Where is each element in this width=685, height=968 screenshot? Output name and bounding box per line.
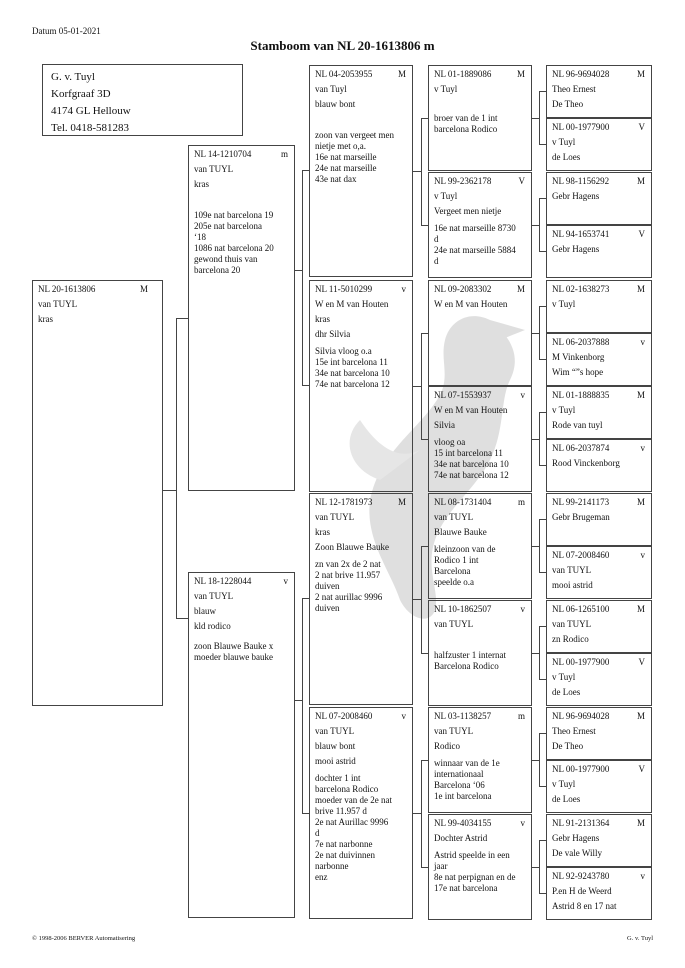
breeder-line: v Tuyl xyxy=(552,779,576,789)
connector-line xyxy=(295,700,302,701)
connector-line xyxy=(421,760,428,761)
father-ring: NL 14-1210704 xyxy=(194,149,252,159)
connector-line xyxy=(421,546,428,547)
connector-line xyxy=(302,170,309,171)
connector-line xyxy=(176,318,177,618)
sex-marker: v xyxy=(640,337,645,347)
breeder-line: W en M van Houten xyxy=(315,299,389,309)
connector-line xyxy=(539,412,540,465)
performance-info: broer van de 1 int barcelona Rodico xyxy=(434,113,498,134)
connector-line xyxy=(532,439,539,440)
name-line: kras xyxy=(315,527,330,537)
name-line: De vale Willy xyxy=(552,848,602,858)
connector-line xyxy=(176,618,188,619)
breeder-line: W en M van Houten xyxy=(434,299,508,309)
sex-marker: v xyxy=(640,871,645,881)
owner-phone: Tel. 0418-581283 xyxy=(51,122,130,134)
sex-marker: M xyxy=(636,818,645,828)
sex-marker: m xyxy=(517,711,525,721)
gen2-card xyxy=(309,280,413,492)
gen4-card xyxy=(546,760,652,813)
name-line: de Loes xyxy=(552,152,581,162)
mother-sex: v xyxy=(283,576,288,586)
owner-name: G. v. Tuyl xyxy=(51,71,95,83)
ring-number: NL 00-1977900 xyxy=(552,657,610,667)
gen3-card xyxy=(428,814,532,920)
sex-marker: M xyxy=(397,69,406,79)
footer-owner: G. v. Tuyl xyxy=(627,935,653,942)
sex-marker: V xyxy=(638,764,645,774)
breeder-line: van TUYL xyxy=(552,565,592,575)
sex-marker: V xyxy=(638,229,645,239)
name-line: Dochter Astrid xyxy=(434,833,488,843)
connector-line xyxy=(421,333,428,334)
sex-marker: M xyxy=(636,69,645,79)
connector-line xyxy=(421,439,428,440)
connector-line xyxy=(532,760,539,761)
breeder-line: van TUYL xyxy=(552,619,592,629)
gen4-card xyxy=(546,653,652,706)
ring-number: NL 99-2362178 xyxy=(434,176,492,186)
connector-line xyxy=(539,144,546,145)
connector-line xyxy=(176,318,188,319)
sex-marker: M xyxy=(516,284,525,294)
gen4-card xyxy=(546,280,652,333)
father-info: 109e nat barcelona 19 205e nat barcelona ‘18 1086 nat barcelona 20 gewond thuis van barcelona 20 xyxy=(194,210,274,275)
breeder-line: v Tuyl xyxy=(434,191,458,201)
name-line: Rodico xyxy=(434,741,460,751)
name-line: Vergeet men nietje xyxy=(434,206,502,216)
sex-marker: v xyxy=(640,550,645,560)
gen2-card xyxy=(309,493,413,705)
name-line-extra: mooi astrid xyxy=(315,756,356,766)
ring-number: NL 11-5010299 xyxy=(315,284,373,294)
footer-copyright: © 1998-2006 BERVER Automatisering xyxy=(32,935,136,942)
ring-number: NL 07-2008460 xyxy=(552,550,610,560)
ring-number: NL 01-1889086 xyxy=(434,69,492,79)
gen4-card xyxy=(546,172,652,225)
subject-card xyxy=(32,280,163,706)
sex-marker: v xyxy=(401,284,406,294)
connector-line xyxy=(539,465,546,466)
connector-line xyxy=(539,733,546,734)
mother-line2: blauw xyxy=(194,606,216,616)
ring-number: NL 08-1731404 xyxy=(434,497,492,507)
mother-info: zoon Blauwe Bauke x moeder blauwe bauke xyxy=(194,641,274,662)
name-line: blauw bont xyxy=(315,99,356,109)
gen4-card xyxy=(546,225,652,278)
gen4-card xyxy=(546,386,652,439)
connector-line xyxy=(539,733,540,786)
ring-number: NL 00-1977900 xyxy=(552,764,610,774)
breeder-line: Gebr Hagens xyxy=(552,833,600,843)
name-line: de Loes xyxy=(552,687,581,697)
breeder-line: Gebr Brugeman xyxy=(552,512,610,522)
gen4-card xyxy=(546,814,652,867)
mother-ring: NL 18-1228044 xyxy=(194,576,252,586)
breeder-line: van TUYL xyxy=(434,619,474,629)
breeder-line: Theo Ernest xyxy=(552,726,596,736)
performance-info: vloog oa 15 int barcelona 11 34e nat barcelona 10 74e nat barcelona 12 xyxy=(434,437,509,480)
name-line: De Theo xyxy=(552,99,584,109)
ring-number: NL 02-1638273 xyxy=(552,284,610,294)
connector-line xyxy=(421,867,428,868)
breeder-line: M Vinkenborg xyxy=(552,352,605,362)
sex-marker: M xyxy=(636,711,645,721)
connector-line xyxy=(532,333,539,334)
breeder-line: v Tuyl xyxy=(434,84,458,94)
connector-line xyxy=(539,91,540,144)
subject-line2: kras xyxy=(38,314,53,324)
gen3-card xyxy=(428,65,532,171)
sex-marker: M xyxy=(636,176,645,186)
breeder-line: P.en H de Weerd xyxy=(552,886,612,896)
name-line: De Theo xyxy=(552,741,584,751)
ring-number: NL 12-1781973 xyxy=(315,497,373,507)
subject-ring: NL 20-1613806 xyxy=(38,284,96,294)
owner-info-box xyxy=(42,64,243,136)
ring-number: NL 96-9694028 xyxy=(552,711,610,721)
name-line: mooi astrid xyxy=(552,580,593,590)
performance-info: Astrid speelde in een jaar 8e nat perpignan en de 17e nat barcelona xyxy=(434,850,516,893)
breeder-line: van TUYL xyxy=(315,726,355,736)
connector-line xyxy=(413,599,421,600)
name-line: blauw bont xyxy=(315,741,356,751)
ring-number: NL 92-9243780 xyxy=(552,871,610,881)
breeder-line: van Tuyl xyxy=(315,84,347,94)
connector-line xyxy=(163,490,176,491)
connector-line xyxy=(532,653,539,654)
sex-marker: v xyxy=(520,390,525,400)
gen4-card xyxy=(546,867,652,920)
connector-line xyxy=(539,679,546,680)
sex-marker: M xyxy=(636,604,645,614)
ring-number: NL 01-1888835 xyxy=(552,390,610,400)
performance-info: zn van 2x de 2 nat 2 nat brive 11.957 duiven 2 nat aurillac 9996 duiven xyxy=(315,559,383,613)
connector-line xyxy=(539,840,546,841)
connector-line xyxy=(421,118,422,225)
gen4-card xyxy=(546,493,652,546)
sex-marker: M xyxy=(397,497,406,507)
breeder-line: Theo Ernest xyxy=(552,84,596,94)
gen4-card xyxy=(546,118,652,171)
gen3-card xyxy=(428,600,532,706)
connector-line xyxy=(295,270,302,271)
name-line: kras xyxy=(315,314,330,324)
sex-marker: v xyxy=(640,443,645,453)
ring-number: NL 00-1977900 xyxy=(552,122,610,132)
gen4-card xyxy=(546,65,652,118)
gen3-card xyxy=(428,707,532,813)
gen2-card xyxy=(309,65,413,277)
connector-line xyxy=(413,813,421,814)
breeder-line: v Tuyl xyxy=(552,299,576,309)
connector-line xyxy=(421,653,428,654)
connector-line xyxy=(421,546,422,653)
connector-line xyxy=(413,171,421,172)
ring-number: NL 09-2083302 xyxy=(434,284,492,294)
connector-line xyxy=(532,546,539,547)
name-line: Wim “”s hope xyxy=(552,367,604,377)
mother-card xyxy=(188,572,295,918)
owner-street: Korfgraaf 3D xyxy=(51,88,111,100)
gen3-card xyxy=(428,280,532,386)
gen4-card xyxy=(546,439,652,492)
ring-number: NL 99-2141173 xyxy=(552,497,610,507)
page-title: Stamboom van NL 20-1613806 m xyxy=(250,38,435,53)
name-line: zn Rodico xyxy=(552,634,589,644)
sex-marker: V xyxy=(638,657,645,667)
connector-line xyxy=(539,412,546,413)
connector-line xyxy=(532,118,539,119)
connector-line xyxy=(539,572,546,573)
ring-number: NL 94-1653741 xyxy=(552,229,610,239)
sex-marker: M xyxy=(636,284,645,294)
gen3-card xyxy=(428,172,532,278)
performance-info: halfzuster 1 internat Barcelona Rodico xyxy=(434,650,506,671)
name-line: Rode van tuyl xyxy=(552,420,603,430)
ring-number: NL 06-1265100 xyxy=(552,604,610,614)
performance-info: Silvia vloog o.a 15e int barcelona 11 34e nat barcelona 10 74e nat barcelona 12 xyxy=(315,346,390,389)
owner-city: 4174 GL Hellouw xyxy=(51,105,131,117)
connector-line xyxy=(302,170,303,385)
ring-number: NL 07-2008460 xyxy=(315,711,373,721)
sex-marker: M xyxy=(636,390,645,400)
name-line: de Loes xyxy=(552,794,581,804)
connector-line xyxy=(539,198,540,251)
ring-number: NL 96-9694028 xyxy=(552,69,610,79)
connector-line xyxy=(539,306,546,307)
sex-marker: v xyxy=(520,818,525,828)
name-line-extra: dhr Silvia xyxy=(315,329,351,339)
connector-line xyxy=(421,118,428,119)
mother-line3: kld rodico xyxy=(194,621,231,631)
gen4-card xyxy=(546,546,652,599)
connector-line xyxy=(539,626,546,627)
connector-line xyxy=(539,359,546,360)
subject-sex: M xyxy=(139,284,148,294)
breeder-line: W en M van Houten xyxy=(434,405,508,415)
ring-number: NL 98-1156292 xyxy=(552,176,610,186)
breeder-line: v Tuyl xyxy=(552,672,576,682)
subject-line1: van TUYL xyxy=(38,299,78,309)
gen4-card xyxy=(546,600,652,653)
connector-line xyxy=(539,519,540,572)
ring-number: NL 91-2131364 xyxy=(552,818,610,828)
ring-number: NL 07-1553937 xyxy=(434,390,492,400)
connector-line xyxy=(532,225,539,226)
connector-line xyxy=(302,598,309,599)
gen4-card xyxy=(546,333,652,386)
gen3-card xyxy=(428,493,532,599)
connector-line xyxy=(539,893,546,894)
connector-line xyxy=(421,760,422,867)
breeder-line: van TUYL xyxy=(315,512,355,522)
name-line: Astrid 8 en 17 nat xyxy=(552,901,617,911)
connector-line xyxy=(302,598,303,813)
connector-line xyxy=(539,519,546,520)
sex-marker: v xyxy=(401,711,406,721)
connector-line xyxy=(532,867,539,868)
date-label: Datum 05-01-2021 xyxy=(32,26,101,36)
sex-marker: V xyxy=(518,176,525,186)
mother-line1: van TUYL xyxy=(194,591,234,601)
connector-line xyxy=(302,385,309,386)
sex-marker: M xyxy=(636,497,645,507)
performance-info: zoon van vergeet men nietje met o,a. 16e nat marseille 24e nat marseille 43e nat dax xyxy=(315,130,395,184)
sex-marker: m xyxy=(517,497,525,507)
breeder-line: Gebr Hagens xyxy=(552,191,600,201)
connector-line xyxy=(539,626,540,679)
ring-number: NL 10-1862507 xyxy=(434,604,492,614)
connector-line xyxy=(539,91,546,92)
connector-line xyxy=(302,813,309,814)
father-sex: m xyxy=(280,149,288,159)
gen2-card xyxy=(309,707,413,919)
ring-number: NL 03-1138257 xyxy=(434,711,492,721)
father-line2: kras xyxy=(194,179,209,189)
name-line-extra: Zoon Blauwe Bauke xyxy=(315,542,389,552)
ring-number: NL 06-2037874 xyxy=(552,443,610,453)
sex-marker: M xyxy=(516,69,525,79)
breeder-line: Gebr Hagens xyxy=(552,244,600,254)
gen3-card xyxy=(428,386,532,492)
name-line: Silvia xyxy=(434,420,456,430)
father-card xyxy=(188,145,295,491)
performance-info: 16e nat marseille 8730 d 24e nat marseille 5884 d xyxy=(434,223,516,266)
connector-line xyxy=(539,786,546,787)
performance-info: winnaar van de 1e internationaal Barcelona ‘06 1e int barcelona xyxy=(434,758,500,801)
gen4-card xyxy=(546,707,652,760)
breeder-line: v Tuyl xyxy=(552,137,576,147)
name-line: Blauwe Bauke xyxy=(434,527,487,537)
sex-marker: v xyxy=(520,604,525,614)
name-line: Rood Vinckenborg xyxy=(552,458,620,468)
breeder-line: van TUYL xyxy=(434,726,474,736)
ring-number: NL 99-4034155 xyxy=(434,818,492,828)
ring-number: NL 06-2037888 xyxy=(552,337,610,347)
connector-line xyxy=(539,251,546,252)
father-line1: van TUYL xyxy=(194,164,234,174)
ring-number: NL 04-2053955 xyxy=(315,69,373,79)
connector-line xyxy=(539,840,540,893)
connector-line xyxy=(421,333,422,439)
connector-line xyxy=(421,225,428,226)
breeder-line: van TUYL xyxy=(434,512,474,522)
connector-line xyxy=(413,386,421,387)
connector-line xyxy=(539,198,546,199)
sex-marker: V xyxy=(638,122,645,132)
performance-info: kleinzoon van de Rodico 1 int Barcelona speelde o.a xyxy=(434,544,496,587)
connector-line xyxy=(539,306,540,359)
breeder-line: v Tuyl xyxy=(552,405,576,415)
performance-info: dochter 1 int barcelona Rodico moeder van de 2e nat brive 11.957 d 2e nat Aurillac 9996 d 7e nat narbonne 2e nat duivinnen narbonne enz xyxy=(315,773,392,882)
